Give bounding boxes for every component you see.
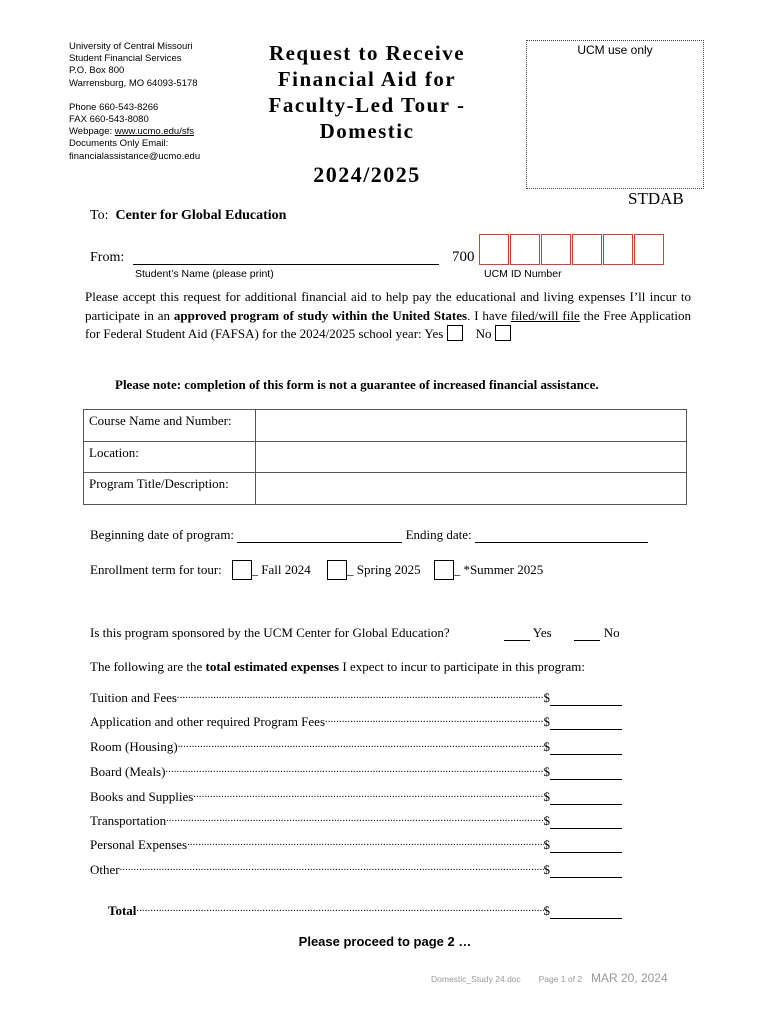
footer-page: Page 1 of 2 bbox=[538, 974, 583, 984]
end-date-label: Ending date: bbox=[405, 527, 475, 542]
dollar-sign: $ bbox=[543, 813, 550, 828]
aid-year: 2024/2025 bbox=[313, 162, 421, 187]
id-digit-box[interactable] bbox=[541, 234, 571, 265]
leader-dots bbox=[187, 837, 543, 853]
leader-dots bbox=[166, 813, 543, 829]
total-label: Total bbox=[108, 903, 137, 918]
expense-row bbox=[90, 813, 622, 829]
amount-field[interactable] bbox=[544, 690, 623, 706]
address-line: University of Central Missouri bbox=[69, 41, 193, 52]
id-digit-box[interactable] bbox=[603, 234, 633, 265]
total-row bbox=[108, 903, 622, 919]
dollar-sign: $ bbox=[543, 690, 550, 705]
amount-field[interactable] bbox=[544, 813, 623, 829]
expense-row bbox=[90, 739, 622, 755]
page-footer bbox=[431, 969, 668, 987]
expense-label: Application and other required Program Fees bbox=[90, 714, 326, 729]
expense-row bbox=[90, 837, 622, 853]
id-digit-box[interactable] bbox=[510, 234, 540, 265]
expense-label: Other bbox=[90, 862, 120, 877]
table-row bbox=[84, 473, 687, 505]
amount-field[interactable] bbox=[544, 714, 623, 730]
request-bold: approved program of study within the United States bbox=[173, 307, 468, 323]
sponsored-no-field[interactable] bbox=[574, 640, 600, 641]
sponsored-no-label: No bbox=[600, 625, 620, 640]
docs-email-label: Documents Only Email: bbox=[69, 138, 169, 150]
amount-field[interactable] bbox=[544, 764, 623, 780]
ucm-use-only-label: UCM use only bbox=[577, 43, 653, 57]
leader-dots bbox=[193, 789, 543, 805]
leader-dots bbox=[325, 714, 543, 730]
webpage-label: Webpage: bbox=[69, 126, 115, 138]
begin-date-label: Beginning date of program: bbox=[90, 527, 238, 542]
intro-text: The following are the bbox=[90, 659, 206, 674]
id-digit-box[interactable] bbox=[479, 234, 509, 265]
course-name-label: Course Name and Number: bbox=[84, 410, 256, 442]
fafsa-no-checkbox[interactable] bbox=[495, 325, 511, 341]
leader-dots bbox=[120, 862, 544, 878]
expense-row bbox=[90, 714, 622, 730]
end-date-field[interactable] bbox=[475, 542, 648, 543]
fall-2024-checkbox[interactable] bbox=[232, 560, 252, 580]
id-digit-box[interactable] bbox=[634, 234, 664, 265]
request-text: Please accept this request for additional financial aid to help pay the educational and living expenses I’ll incur to participate in an bbox=[85, 289, 691, 323]
summer-2025-checkbox[interactable] bbox=[434, 560, 454, 580]
course-info-table bbox=[83, 409, 687, 505]
address-line: Student Financial Services bbox=[69, 53, 182, 65]
footer-filename: Domestic_Study 24.doc bbox=[431, 974, 521, 984]
fax: FAX 660-543-8080 bbox=[69, 114, 149, 126]
dollar-sign: $ bbox=[543, 903, 550, 918]
table-row bbox=[84, 410, 687, 442]
request-text: the Free Application for Federal Student Aid (FAFSA) for the 2024/2025 school year: Yes bbox=[85, 307, 692, 341]
expense-label: Room (Housing) bbox=[90, 739, 178, 754]
amount-field[interactable] bbox=[544, 789, 623, 805]
ucm-id-caption: UCM ID Number bbox=[484, 268, 562, 280]
webpage bbox=[69, 126, 200, 138]
total-amount-field[interactable] bbox=[544, 903, 623, 919]
spring-2025-checkbox[interactable] bbox=[327, 560, 347, 580]
table-row bbox=[84, 441, 687, 473]
ucm-use-only-box bbox=[526, 40, 704, 189]
sponsored-yes-label: Yes bbox=[530, 625, 552, 640]
program-dates bbox=[90, 527, 648, 543]
id-prefix: 700 bbox=[452, 249, 475, 265]
address-line: Warrensburg, MO 64093-5178 bbox=[69, 77, 198, 89]
expense-row bbox=[90, 764, 622, 780]
id-digit-box[interactable] bbox=[572, 234, 602, 265]
sponsored-yes-field[interactable] bbox=[504, 640, 530, 641]
address-line: P.O. Box 800 bbox=[69, 65, 125, 77]
student-name-field[interactable] bbox=[133, 264, 439, 265]
enrollment-term: Enrollment term for tour: _ Fall 2024 _ Spring 2025 _ *Summer 2025 bbox=[90, 560, 543, 580]
expense-label: Board (Meals) bbox=[90, 764, 166, 779]
title-line: Faculty-Led Tour - bbox=[268, 93, 466, 117]
expense-label: Transportation bbox=[90, 813, 167, 828]
expense-row bbox=[90, 690, 622, 706]
title-line: Financial Aid for bbox=[277, 67, 457, 91]
amount-field[interactable] bbox=[544, 837, 623, 853]
program-title-label: Program Title/Description: bbox=[84, 473, 256, 505]
to-recipient: Center for Global Education bbox=[115, 208, 287, 223]
expense-row bbox=[90, 862, 622, 878]
fafsa-yes-checkbox[interactable] bbox=[447, 325, 463, 341]
expense-row bbox=[90, 789, 622, 805]
form-title bbox=[232, 40, 502, 144]
phone: Phone 660-543-8266 bbox=[69, 101, 159, 113]
office-address bbox=[69, 41, 200, 163]
expense-label: Tuition and Fees bbox=[90, 690, 177, 705]
webpage-link[interactable]: www.ucmo.edu/sfs bbox=[114, 126, 194, 138]
amount-field[interactable] bbox=[544, 862, 623, 878]
request-underline: filed/will file bbox=[510, 307, 580, 323]
to-label: To: bbox=[90, 208, 109, 223]
location-label: Location: bbox=[84, 441, 256, 473]
program-title-field[interactable] bbox=[256, 473, 687, 505]
docs-email[interactable]: financialassistance@ucmo.edu bbox=[69, 150, 201, 162]
expense-label: Personal Expenses bbox=[90, 837, 188, 852]
proceed-note: Please proceed to page 2 … bbox=[298, 934, 472, 949]
enrollment-label: Enrollment term for tour: bbox=[90, 562, 222, 577]
request-paragraph bbox=[85, 288, 691, 344]
dollar-sign: $ bbox=[543, 862, 550, 877]
guarantee-note: Please note: completion of this form is not a guarantee of increased financial assistance. bbox=[115, 377, 599, 392]
sponsored-answers bbox=[504, 625, 620, 641]
location-field[interactable] bbox=[256, 441, 687, 473]
request-text: . I have bbox=[467, 307, 511, 323]
student-name-caption: Student’s Name (please print) bbox=[135, 268, 274, 280]
ucm-id-field[interactable] bbox=[479, 234, 665, 265]
leader-dots bbox=[136, 903, 543, 919]
intro-bold: total estimated expenses bbox=[205, 659, 340, 674]
from-label: From: bbox=[90, 250, 125, 265]
expenses-intro bbox=[90, 659, 585, 675]
leader-dots bbox=[178, 739, 544, 755]
intro-text: I expect to incur to participate in this program: bbox=[339, 659, 585, 674]
amount-field[interactable] bbox=[544, 739, 623, 755]
leader-dots bbox=[177, 690, 544, 706]
dollar-sign: $ bbox=[543, 789, 550, 804]
dollar-sign: $ bbox=[543, 739, 550, 754]
dollar-sign: $ bbox=[543, 714, 550, 729]
title-line: Domestic bbox=[319, 119, 415, 143]
dollar-sign: $ bbox=[543, 764, 550, 779]
form-code: STDAB bbox=[628, 189, 684, 208]
term-label: Fall 2024 bbox=[261, 562, 311, 577]
begin-date-field[interactable] bbox=[237, 542, 402, 543]
leader-dots bbox=[165, 764, 543, 780]
fafsa-no-label: No bbox=[472, 326, 495, 341]
course-name-field[interactable] bbox=[256, 410, 687, 442]
to-line bbox=[90, 208, 286, 224]
title-line: Request to Receive bbox=[268, 41, 466, 65]
term-label: Spring 2025 bbox=[356, 562, 421, 577]
expense-label: Books and Supplies bbox=[90, 789, 194, 804]
sponsored-question: Is this program sponsored by the UCM Center for Global Education? bbox=[90, 625, 450, 640]
term-label: *Summer 2025 bbox=[463, 562, 544, 577]
dollar-sign: $ bbox=[543, 837, 550, 852]
footer-date: MAR 20, 2024 bbox=[590, 971, 668, 985]
